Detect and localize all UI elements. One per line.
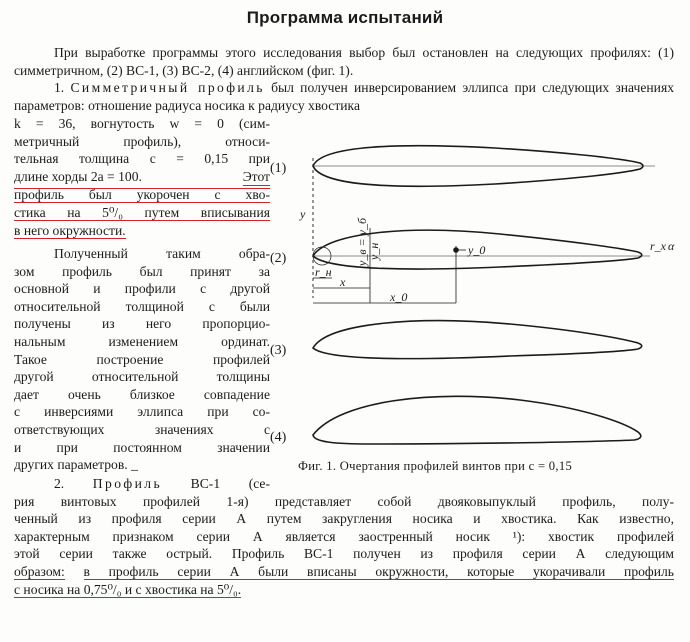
page-title: Программа испытаний xyxy=(246,8,444,27)
section2-line: характерным признаком серии А является заостренный носик ¹): хвостик профилей xyxy=(14,528,674,544)
paragraph2-line: других параметров. _ xyxy=(14,457,138,473)
ordinate-y0-label: y_0 xyxy=(468,243,486,257)
red-underline-mark xyxy=(14,188,270,189)
section2-line: этой серии также острый. Профиль ВС-1 получен из профиля серии А следующим xyxy=(14,546,674,562)
section2-paragraph xyxy=(14,475,674,598)
section2-underlined-text: образом: xyxy=(14,563,65,579)
section2-line xyxy=(14,581,674,599)
section2-heading: Профиль xyxy=(92,476,163,491)
paragraph2-line: зом профиль был принят за xyxy=(14,263,270,279)
section1-underlined-this: Этот xyxy=(243,168,270,187)
intro-paragraph: При выработке программы этого исследования выбор был остановлен на следующих профилях: (1) симметричном, (2) ВС-1, (3) ВС-2, (4) английском (фиг. 1). xyxy=(14,45,674,78)
paragraph2-line: и при постоянном значении xyxy=(14,439,270,455)
axis-y-label: y xyxy=(300,207,306,221)
section1-line xyxy=(14,204,270,222)
section1-line: метричный профиль), относи- xyxy=(14,133,270,149)
section1-line xyxy=(14,186,270,204)
radius-tail-label: r_х xyxy=(650,239,666,253)
distance-x0-label: x_0 xyxy=(390,290,408,304)
section1-chord-text: длине хорды 2a = 100. xyxy=(14,168,142,184)
figure-label-4: (4) xyxy=(270,430,287,445)
paragraph2-line: другой относительной толщины xyxy=(14,369,270,385)
section2-line xyxy=(14,563,674,581)
angle-alpha-label: α xyxy=(668,239,675,253)
paragraph2-line: основной и профили с другой xyxy=(14,281,270,297)
paragraph2-line: Полученный таким обра- xyxy=(54,246,270,261)
ordinate-yv-yb-label: y_в = y_б xyxy=(355,218,369,266)
section1-line xyxy=(14,168,270,187)
figure-label-1: (1) xyxy=(270,161,287,176)
section2-underlined-text: в профиль серии А были вписаны окружности, которые укорачивали профиль xyxy=(83,563,674,579)
section2-first-line xyxy=(14,475,270,493)
profile-2-y0-point xyxy=(454,248,458,252)
airfoil-figure-svg xyxy=(270,128,680,458)
section1-line xyxy=(14,222,270,240)
section2-number: 2. xyxy=(54,476,65,491)
paragraph2-line: дает очень близкое совпадение xyxy=(14,386,270,402)
paragraph2-line: ответствующих значениях c xyxy=(14,421,270,437)
figure-label-2: (2) xyxy=(270,251,287,266)
section2-profile-name: ВС-1 (се- xyxy=(190,476,270,491)
radius-nose-label: r_н xyxy=(315,265,332,279)
section1-underlined-text: в него окружности. xyxy=(14,222,126,238)
section1-line: k = 36, вогнутость w = 0 (сим- xyxy=(14,116,270,131)
section1-lead-text: был получен инверсированием эллипса при следующих значениях параметров: отношение радиуса носика к радиусу хвостика xyxy=(14,80,674,113)
section1-line: тельная толщина c = 0,15 при xyxy=(14,151,270,167)
section1-underlined-text: профиль был укорочен с хво- xyxy=(14,187,270,203)
section1-number: 1. xyxy=(54,80,65,95)
paragraph2-line: относительной толщиной c были xyxy=(14,298,270,314)
airfoil-figure xyxy=(270,128,680,458)
section1-heading: Симметричный профиль xyxy=(70,80,265,95)
figure-label-3: (3) xyxy=(270,343,287,358)
paragraph2-column xyxy=(14,245,270,474)
section2-line: ченный из профиля серии А путем закругления носика и хвостика. Как известно, xyxy=(14,511,674,527)
section2-line: рия винтовых профилей 1-я) представляет собой двояковыпуклый профиль, полу- xyxy=(14,493,674,509)
paragraph2-line: получены из него пропорцио- xyxy=(14,316,270,332)
figure-caption: Фиг. 1. Очертания профилей винтов при c = 0,15 xyxy=(298,459,573,473)
profile-4-outline xyxy=(313,396,641,444)
section1-column xyxy=(14,115,270,239)
ordinate-yn-label: y_н xyxy=(367,242,381,260)
paragraph2-line: с инверсиями эллипса при со- xyxy=(14,404,270,420)
distance-x-label: x xyxy=(340,275,346,289)
profile-3-outline xyxy=(313,321,642,359)
section2-underlined-text: с носика на 0,75⁰/₀ и с хвостика на 5⁰/₀. xyxy=(14,581,242,597)
section1-underlined-text: стика на 5⁰/₀ путем вписывания xyxy=(14,204,270,220)
paragraph2-line: нальным изменением ординат. xyxy=(14,333,270,349)
paragraph2-line: Такое построение профилей xyxy=(14,351,270,367)
section1-lead xyxy=(14,79,674,114)
